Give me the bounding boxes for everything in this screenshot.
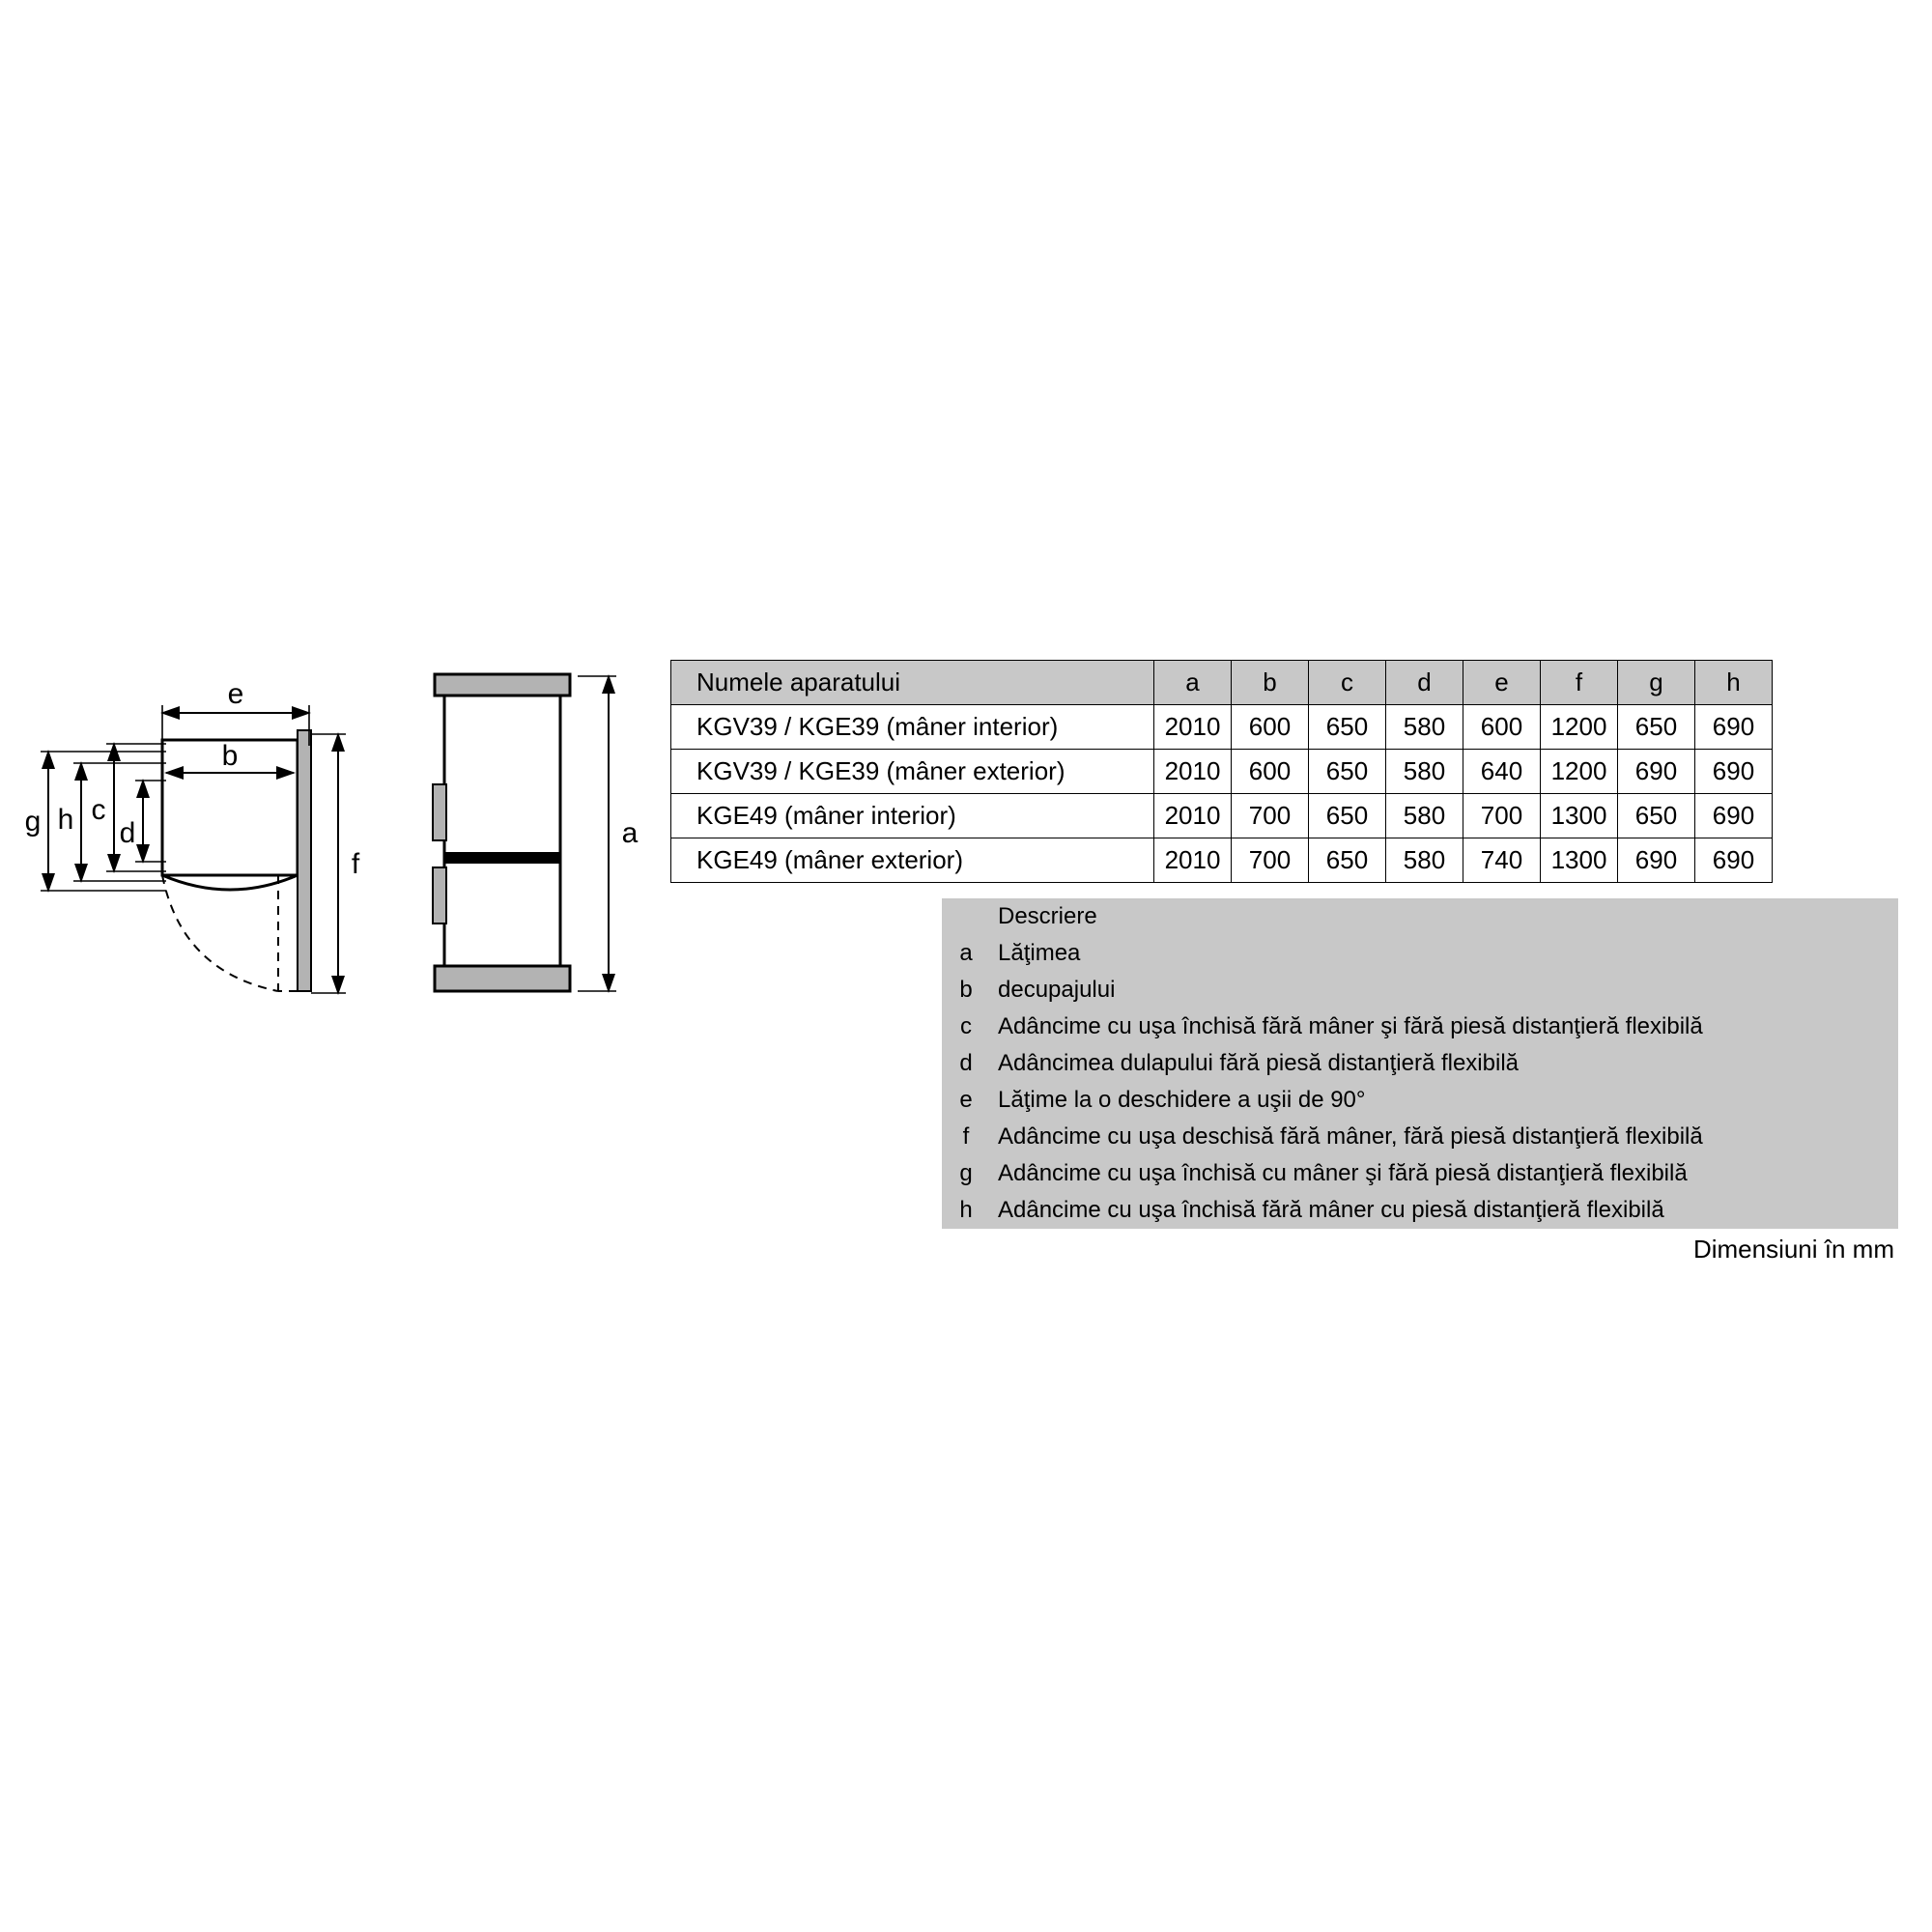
column-header-d: d [1386,661,1463,705]
appliance-name: KGE49 (mâner interior) [671,794,1154,838]
appliance-name: KGE49 (mâner exterior) [671,838,1154,883]
legend-item-c [942,1009,1898,1045]
value-f: 1200 [1541,750,1618,794]
legend-text-e: Lăţime la o deschidere a uşii de 90° [998,1087,1366,1113]
value-a: 2010 [1154,838,1232,883]
legend-text-a: Lăţimea [998,940,1081,966]
units-note: Dimensiuni în mm [1692,1235,1894,1264]
legend-item-b [942,972,1898,1009]
value-h: 690 [1695,750,1773,794]
description-legend [942,898,1898,1229]
value-h: 690 [1695,705,1773,750]
value-e: 600 [1463,705,1541,750]
dim-label-h: h [57,804,74,836]
column-header-f: f [1541,661,1618,705]
appliance-name: KGV39 / KGE39 (mâner interior) [671,705,1154,750]
value-e: 640 [1463,750,1541,794]
legend-item-d [942,1045,1898,1082]
top-view-door-swing-arc [162,875,278,991]
dim-label-d: d [119,817,136,849]
value-h: 690 [1695,794,1773,838]
value-d: 580 [1386,794,1463,838]
legend-item-f [942,1119,1898,1155]
value-c: 650 [1309,838,1386,883]
dim-label-a: a [621,817,639,849]
dimensions-table [670,660,1773,883]
column-header-c: c [1309,661,1386,705]
front-view-base [435,966,570,991]
legend-key-g: g [959,1160,973,1186]
column-header-a: a [1154,661,1232,705]
table-row [671,838,1773,883]
value-b: 600 [1232,705,1309,750]
dim-label-f: f [351,848,360,880]
legend-key-d: d [959,1050,973,1076]
value-e: 700 [1463,794,1541,838]
column-header-h: h [1695,661,1773,705]
front-view-handle-upper [433,784,446,840]
value-c: 650 [1309,794,1386,838]
value-d: 580 [1386,750,1463,794]
value-e: 740 [1463,838,1541,883]
legend-key-a: a [959,940,973,966]
value-b: 600 [1232,750,1309,794]
value-b: 700 [1232,838,1309,883]
legend-item-e [942,1082,1898,1119]
legend-item-g [942,1155,1898,1192]
appliance-name: KGV39 / KGE39 (mâner exterior) [671,750,1154,794]
value-g: 690 [1618,750,1695,794]
top-view-wall [298,730,311,991]
legend-item-a [942,935,1898,972]
legend-key-c: c [960,1013,972,1039]
legend-header-row [942,898,1898,935]
table-row [671,750,1773,794]
front-view-body [444,696,560,985]
legend-key-h: h [959,1197,973,1223]
value-f: 1300 [1541,838,1618,883]
legend-key-e: e [959,1087,973,1113]
column-header-name: Numele aparatului [671,661,1154,705]
dim-label-b: b [221,740,239,772]
value-d: 580 [1386,705,1463,750]
table-row [671,794,1773,838]
value-d: 580 [1386,838,1463,883]
dim-label-e: e [227,678,244,710]
legend-text-b: decupajului [998,977,1116,1003]
legend-title: Descriere [998,903,1097,929]
value-b: 700 [1232,794,1309,838]
front-view-top-cap [435,674,570,696]
appliance-dimension-drawing [19,638,676,1256]
front-view-divider [444,852,560,864]
legend-text-h: Adâncime cu uşa închisă fără mâner cu piesă distanţieră flexibilă [998,1197,1664,1223]
legend-text-c: Adâncime cu uşa închisă fără mâner şi fără piesă distanţieră flexibilă [998,1013,1703,1039]
legend-text-d: Adâncimea dulapului fără piesă distanţieră flexibilă [998,1050,1519,1076]
legend-text-f: Adâncime cu uşa deschisă fără mâner, fără piesă distanţieră flexibilă [998,1123,1703,1150]
value-c: 650 [1309,705,1386,750]
value-g: 650 [1618,705,1695,750]
dim-label-c: c [91,794,106,826]
value-f: 1300 [1541,794,1618,838]
column-header-g: g [1618,661,1695,705]
value-g: 650 [1618,794,1695,838]
value-g: 690 [1618,838,1695,883]
drawing-svg [19,638,676,1256]
table-header-row [671,661,1773,705]
value-a: 2010 [1154,794,1232,838]
legend-text-g: Adâncime cu uşa închisă cu mâner şi fără piesă distanţieră flexibilă [998,1160,1688,1186]
table-row [671,705,1773,750]
value-a: 2010 [1154,750,1232,794]
front-view-handle-lower [433,867,446,923]
value-f: 1200 [1541,705,1618,750]
value-h: 690 [1695,838,1773,883]
value-a: 2010 [1154,705,1232,750]
column-header-e: e [1463,661,1541,705]
legend-key-f: f [962,1123,970,1150]
value-c: 650 [1309,750,1386,794]
column-header-b: b [1232,661,1309,705]
legend-item-h [942,1192,1898,1229]
legend-key-b: b [959,977,973,1003]
dim-label-g: g [24,806,42,838]
